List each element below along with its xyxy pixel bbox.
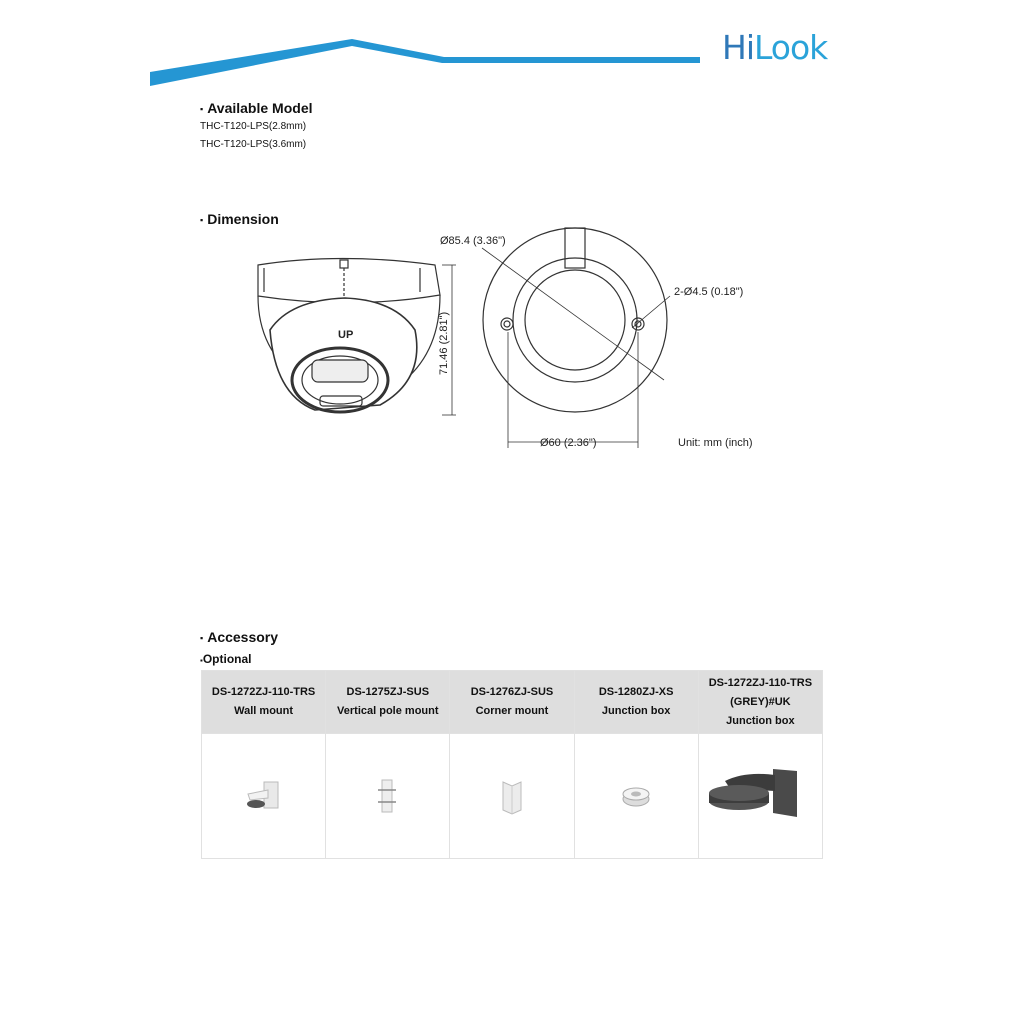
dimension-heading: ▪ Dimension — [200, 211, 279, 227]
bullet-icon: ▪ — [200, 104, 204, 115]
optional-subheading: ▪Optional — [200, 652, 252, 666]
accessory-desc: Junction box — [601, 705, 671, 717]
bullet-icon: ▪ — [200, 656, 203, 665]
accessory-image-cell — [326, 734, 450, 859]
mount-holes-label: 2-Ø4.5 (0.18") — [674, 286, 744, 298]
accessory-cell — [574, 671, 698, 734]
accessory-image-cell — [202, 734, 326, 859]
corner-mount-icon — [497, 776, 527, 816]
accessory-image-cell — [574, 734, 698, 859]
junction-box-icon — [616, 781, 656, 811]
accessory-model: DS-1275ZJ-SUS — [346, 686, 430, 698]
height-dimension-label: 71.46 (2.81") — [438, 311, 450, 375]
wall-mount-icon — [234, 776, 294, 816]
accessory-desc: Corner mount — [475, 705, 549, 717]
inner-diameter-label: Ø60 (2.36") — [540, 437, 597, 449]
header-banner — [0, 0, 1024, 100]
bullet-icon: ▪ — [200, 215, 204, 226]
accessory-heading: ▪ Accessory — [200, 629, 279, 645]
model-line: THC-T120-LPS(3.6mm) — [200, 139, 307, 150]
accessory-cell — [326, 671, 450, 734]
camera-bottom-view — [482, 228, 670, 448]
model-line: THC-T120-LPS(2.8mm) — [200, 121, 307, 132]
table-image-row — [202, 734, 823, 859]
accessory-model: DS-1280ZJ-XS — [598, 686, 674, 698]
pole-mount-icon — [373, 776, 403, 816]
dimension-drawing — [230, 220, 810, 460]
available-model-heading: ▪ Available Model — [200, 100, 313, 116]
brand-logo: HiLook — [722, 28, 828, 67]
outer-diameter-label: Ø85.4 (3.36") — [440, 235, 506, 247]
camera-side-view — [258, 259, 456, 416]
accessory-desc: Wall mount — [234, 705, 294, 717]
accessory-desc: Junction box — [726, 714, 795, 727]
bullet-icon: ▪ — [200, 633, 204, 644]
accessory-cell — [202, 671, 326, 734]
grey-wall-mount-icon — [705, 761, 815, 831]
table-header-row — [202, 671, 823, 734]
unit-label: Unit: mm (inch) — [678, 437, 753, 449]
accessory-cell — [698, 671, 822, 734]
accessory-model: DS-1276ZJ-SUS — [470, 686, 554, 698]
svg-text:UP: UP — [338, 329, 354, 341]
accessory-image-cell — [698, 734, 822, 859]
accessory-desc: Vertical pole mount — [337, 705, 439, 717]
accessory-model: DS-1272ZJ-110-TRS — [211, 686, 316, 698]
accessory-cell — [450, 671, 574, 734]
accessory-model-suffix: (GREY)#UK — [730, 695, 791, 708]
accessory-model: DS-1272ZJ-110-TRS — [708, 676, 813, 689]
accessory-table — [201, 670, 823, 859]
accessory-image-cell — [450, 734, 574, 859]
